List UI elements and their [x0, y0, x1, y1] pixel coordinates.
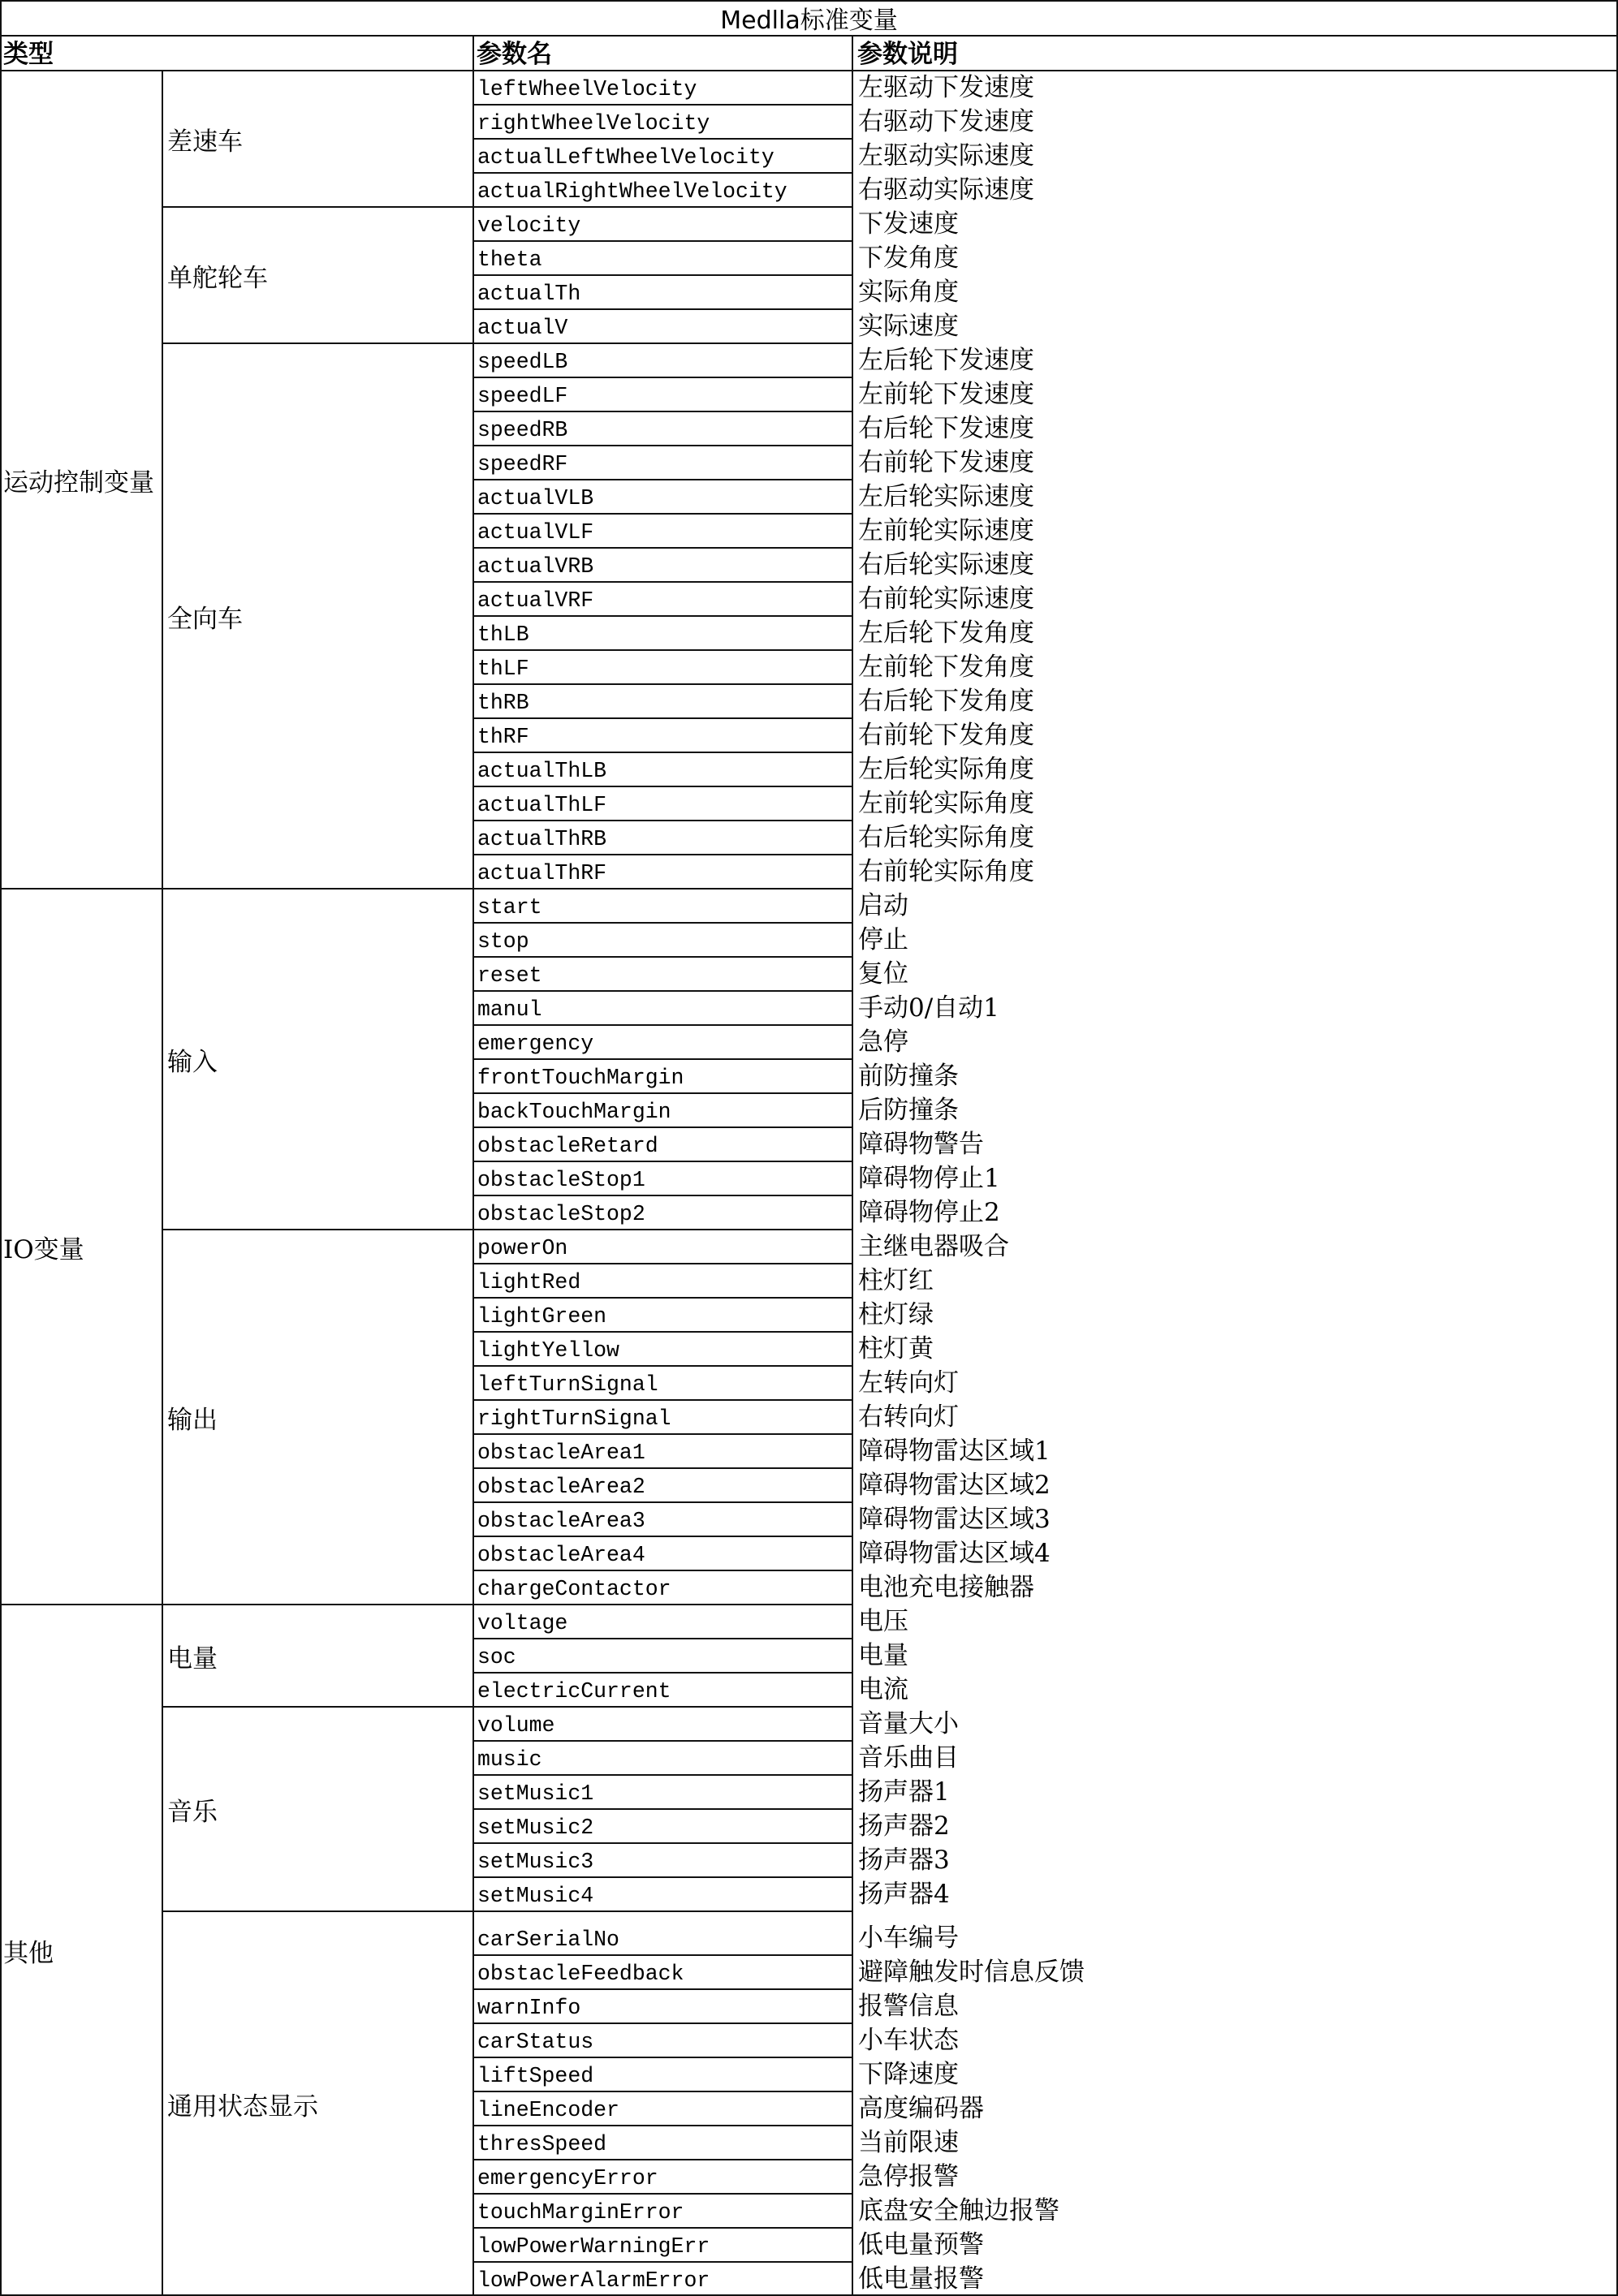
- column-header-type: 类型: [3, 40, 54, 69]
- param-name-cell: emergencyError: [477, 2166, 658, 2190]
- param-desc-cell: 急停: [858, 1027, 908, 1057]
- param-name-cell: voltage: [477, 1611, 568, 1635]
- param-desc-cell: 左转向灯: [858, 1368, 959, 1398]
- param-name-cell: speedRB: [477, 418, 568, 442]
- param-name-cell: music: [477, 1747, 542, 1772]
- param-name-cell: lowPowerWarningErr: [477, 2234, 710, 2259]
- subcategory-label: 输入: [167, 1047, 218, 1077]
- param-desc-cell: 音乐曲目: [858, 1743, 959, 1773]
- param-name-cell: obstacleStop2: [477, 1202, 645, 1226]
- param-desc-cell: 右前轮下发角度: [858, 721, 1034, 750]
- param-desc-cell: 右驱动下发速度: [858, 107, 1034, 136]
- param-desc-cell: 启动: [858, 891, 908, 920]
- param-name-cell: carSerialNo: [477, 1928, 619, 1952]
- param-desc-cell: 左后轮下发角度: [858, 618, 1034, 648]
- param-desc-cell: 小车状态: [858, 2026, 959, 2055]
- param-desc-cell: 左后轮实际角度: [858, 755, 1034, 784]
- param-desc-cell: 左前轮下发速度: [858, 380, 1034, 409]
- param-name-cell: obstacleArea3: [477, 1509, 645, 1533]
- param-name-cell: obstacleStop1: [477, 1168, 645, 1192]
- param-name-cell: obstacleArea2: [477, 1475, 645, 1499]
- subcategory-label: 差速车: [167, 127, 243, 157]
- param-desc-cell: 柱灯红: [858, 1266, 934, 1295]
- param-desc-cell: 左驱动下发速度: [858, 73, 1034, 102]
- column-header-param-name: 参数名: [477, 40, 552, 69]
- param-name-cell: volume: [477, 1713, 555, 1738]
- param-desc-cell: 障碍物雷达区域1: [858, 1437, 1051, 1466]
- param-desc-cell: 电池充电接触器: [858, 1573, 1034, 1602]
- param-desc-cell: 右后轮下发速度: [858, 414, 1034, 443]
- param-desc-cell: 电量: [858, 1641, 908, 1670]
- subcategory-label: 音乐: [167, 1797, 218, 1827]
- param-desc-cell: 障碍物雷达区域2: [858, 1471, 1051, 1500]
- param-name-cell: actualLeftWheelVelocity: [477, 145, 774, 170]
- param-desc-cell: 扬声器2: [858, 1811, 950, 1841]
- param-desc-cell: 电流: [858, 1675, 908, 1704]
- param-name-cell: lightYellow: [477, 1338, 619, 1363]
- param-desc-cell: 右前轮下发速度: [858, 448, 1034, 477]
- param-name-cell: actualVLB: [477, 486, 594, 510]
- param-desc-cell: 停止: [858, 925, 908, 954]
- param-desc-cell: 扬声器1: [858, 1777, 950, 1807]
- param-desc-cell: 左前轮下发角度: [858, 653, 1034, 682]
- param-desc-cell: 柱灯黄: [858, 1334, 934, 1363]
- param-desc-cell: 右前轮实际速度: [858, 584, 1034, 614]
- param-desc-cell: 左前轮实际角度: [858, 789, 1034, 818]
- param-name-cell: leftWheelVelocity: [477, 77, 697, 101]
- param-desc-cell: 右转向灯: [858, 1402, 959, 1432]
- param-desc-cell: 右前轮实际角度: [858, 857, 1034, 886]
- param-name-cell: setMusic4: [477, 1884, 594, 1908]
- param-name-cell: backTouchMargin: [477, 1100, 671, 1124]
- param-desc-cell: 实际角度: [858, 278, 959, 307]
- param-desc-cell: 报警信息: [858, 1992, 959, 2021]
- param-desc-cell: 低电量报警: [858, 2264, 984, 2294]
- param-name-cell: lightGreen: [477, 1304, 607, 1329]
- param-name-cell: touchMarginError: [477, 2200, 684, 2225]
- param-desc-cell: 扬声器3: [858, 1846, 950, 1875]
- param-name-cell: thRF: [477, 725, 529, 749]
- param-desc-cell: 障碍物停止1: [858, 1164, 1000, 1193]
- param-name-cell: actualThLB: [477, 759, 607, 783]
- param-name-cell: actualRightWheelVelocity: [477, 179, 787, 204]
- param-name-cell: setMusic3: [477, 1850, 594, 1874]
- param-desc-cell: 复位: [858, 959, 908, 989]
- param-desc-cell: 扬声器4: [858, 1880, 950, 1909]
- param-name-cell: obstacleArea4: [477, 1543, 645, 1567]
- param-name-cell: obstacleRetard: [477, 1134, 658, 1158]
- param-name-cell: soc: [477, 1645, 516, 1669]
- param-name-cell: liftSpeed: [477, 2064, 594, 2088]
- param-desc-cell: 实际速度: [858, 312, 959, 341]
- param-desc-cell: 左后轮下发速度: [858, 346, 1034, 375]
- param-name-cell: actualTh: [477, 282, 581, 306]
- param-name-cell: velocity: [477, 213, 581, 238]
- param-desc-cell: 后防撞条: [858, 1096, 959, 1125]
- param-name-cell: actualThRF: [477, 861, 607, 885]
- param-name-cell: start: [477, 895, 542, 920]
- category-label: 运动控制变量: [3, 467, 154, 498]
- param-name-cell: carStatus: [477, 2030, 594, 2054]
- param-name-cell: frontTouchMargin: [477, 1066, 684, 1090]
- param-name-cell: speedLB: [477, 350, 568, 374]
- param-desc-cell: 下降速度: [858, 2060, 959, 2089]
- param-name-cell: thRB: [477, 691, 529, 715]
- param-name-cell: lineEncoder: [477, 2098, 619, 2122]
- category-label: IO变量: [3, 1234, 84, 1264]
- subcategory-label: 全向车: [167, 604, 243, 634]
- param-name-cell: electricCurrent: [477, 1679, 671, 1704]
- param-name-cell: actualThRB: [477, 827, 607, 851]
- page-title: Medlla标准变量: [720, 6, 898, 35]
- subcategory-label: 输出: [167, 1405, 218, 1435]
- param-name-cell: lowPowerAlarmError: [477, 2268, 710, 2293]
- param-name-cell: actualVRB: [477, 554, 594, 579]
- param-name-cell: setMusic1: [477, 1781, 594, 1806]
- grid-line: [852, 36, 853, 2296]
- param-desc-cell: 当前限速: [858, 2128, 959, 2157]
- grid-line: [0, 0, 2, 2296]
- subcategory-label: 电量: [167, 1643, 218, 1674]
- category-label: 其他: [3, 1938, 54, 1968]
- param-name-cell: thresSpeed: [477, 2132, 607, 2156]
- param-name-cell: rightWheelVelocity: [477, 111, 710, 136]
- column-header-param-desc: 参数说明: [857, 40, 958, 69]
- param-name-cell: actualThLF: [477, 793, 607, 817]
- param-desc-cell: 主继电器吸合: [858, 1232, 1009, 1261]
- grid-line: [0, 35, 1618, 37]
- param-name-cell: rightTurnSignal: [477, 1406, 671, 1431]
- param-desc-cell: 前防撞条: [858, 1062, 959, 1091]
- param-desc-cell: 底盘安全触边报警: [858, 2196, 1059, 2225]
- param-name-cell: manul: [477, 997, 542, 1022]
- param-name-cell: thLF: [477, 657, 529, 681]
- grid-line: [472, 36, 474, 2296]
- param-desc-cell: 右后轮下发角度: [858, 687, 1034, 716]
- subcategory-label: 通用状态显示: [167, 2091, 318, 2122]
- grid-line: [162, 71, 163, 2296]
- param-name-cell: theta: [477, 248, 542, 272]
- subcategory-label: 单舵轮车: [167, 263, 268, 293]
- param-name-cell: obstacleFeedback: [477, 1962, 684, 1986]
- param-desc-cell: 右后轮实际速度: [858, 550, 1034, 579]
- param-name-cell: actualVRF: [477, 588, 594, 613]
- param-name-cell: reset: [477, 963, 542, 988]
- param-name-cell: leftTurnSignal: [477, 1372, 658, 1397]
- param-name-cell: powerOn: [477, 1236, 568, 1260]
- param-desc-cell: 障碍物警告: [858, 1130, 984, 1159]
- param-desc-cell: 小车编号: [858, 1923, 959, 1953]
- param-desc-cell: 手动0/自动1: [858, 993, 999, 1023]
- param-name-cell: actualV: [477, 316, 568, 340]
- param-desc-cell: 左前轮实际速度: [858, 516, 1034, 545]
- param-desc-cell: 右驱动实际速度: [858, 175, 1034, 205]
- param-name-cell: lightRed: [477, 1270, 581, 1294]
- param-desc-cell: 电压: [858, 1607, 908, 1636]
- param-name-cell: speedLF: [477, 384, 568, 408]
- param-desc-cell: 急停报警: [858, 2162, 959, 2191]
- param-desc-cell: 右后轮实际角度: [858, 823, 1034, 852]
- param-name-cell: stop: [477, 929, 529, 954]
- param-name-cell: thLB: [477, 622, 529, 647]
- param-name-cell: emergency: [477, 1032, 594, 1056]
- param-name-cell: speedRF: [477, 452, 568, 476]
- grid-line: [0, 0, 1618, 2]
- param-desc-cell: 柱灯绿: [858, 1300, 934, 1329]
- param-name-cell: warnInfo: [477, 1996, 581, 2020]
- param-desc-cell: 障碍物雷达区域3: [858, 1505, 1051, 1534]
- param-name-cell: obstacleArea1: [477, 1441, 645, 1465]
- param-desc-cell: 音量大小: [858, 1709, 959, 1738]
- param-desc-cell: 下发角度: [858, 243, 959, 273]
- param-desc-cell: 左后轮实际速度: [858, 482, 1034, 511]
- param-name-cell: actualVLF: [477, 520, 594, 545]
- param-name-cell: setMusic2: [477, 1816, 594, 1840]
- param-desc-cell: 下发速度: [858, 209, 959, 239]
- param-name-cell: chargeContactor: [477, 1577, 671, 1601]
- param-desc-cell: 左驱动实际速度: [858, 141, 1034, 170]
- param-desc-cell: 障碍物雷达区域4: [858, 1539, 1051, 1568]
- grid-line: [0, 70, 1618, 71]
- param-desc-cell: 障碍物停止2: [858, 1198, 1000, 1227]
- param-desc-cell: 避障触发时信息反馈: [858, 1958, 1085, 1987]
- param-desc-cell: 高度编码器: [858, 2094, 984, 2123]
- param-desc-cell: 低电量预警: [858, 2230, 984, 2259]
